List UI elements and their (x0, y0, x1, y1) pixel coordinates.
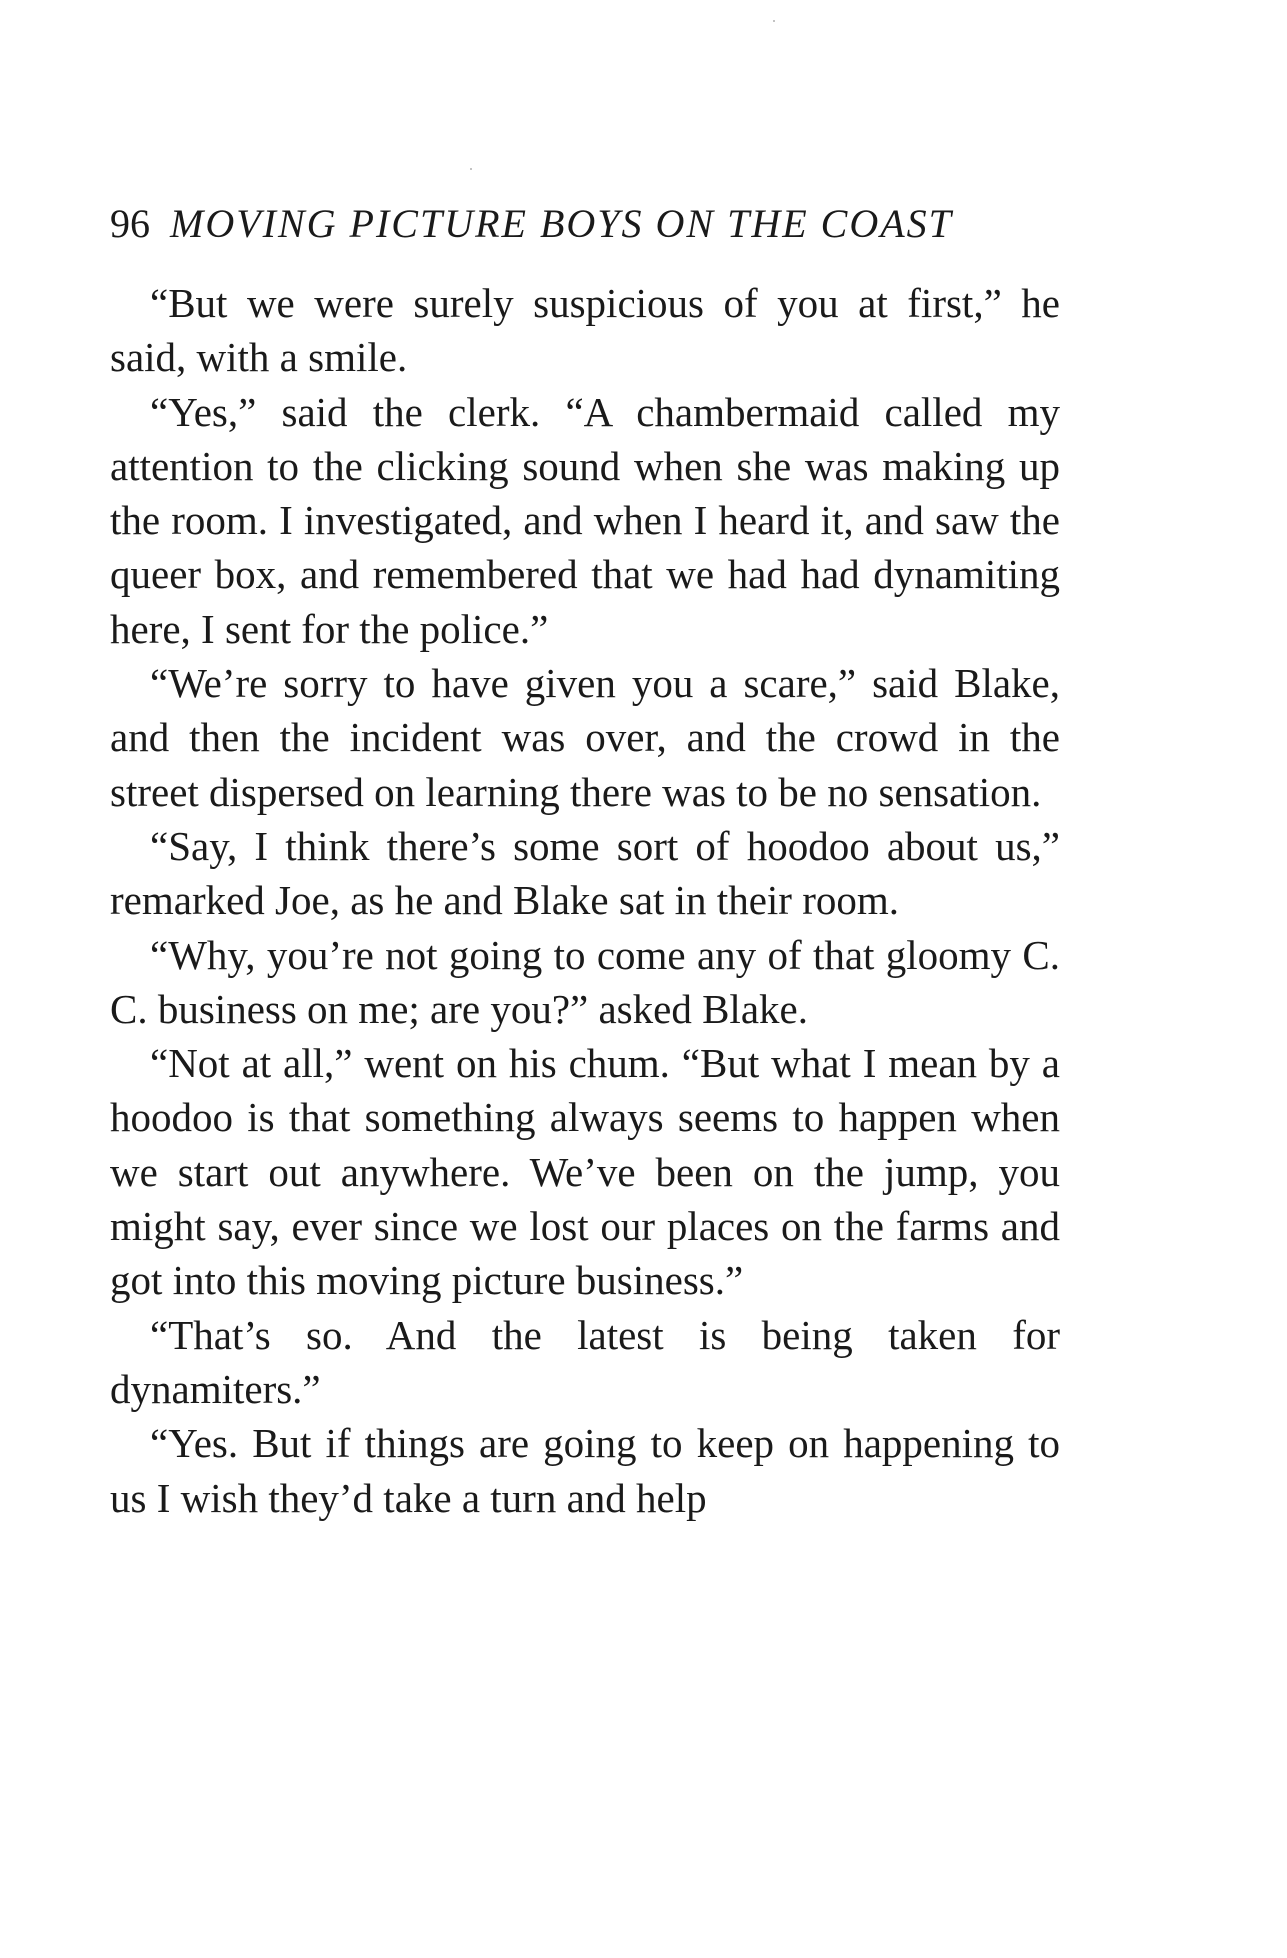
body-text (110, 276, 1060, 1525)
paragraph: “Why, you’re not going to come any of that gloomy C. C. business on me; are you?” asked Blake. (110, 931, 1060, 1032)
page-number: 96 (110, 201, 150, 246)
paragraph: “That’s so. And the latest is being taken for dynamiters.” (110, 1311, 1060, 1412)
paragraph: “Say, I think there’s some sort of hoodoo about us,” remarked Joe, as he and Blake sat in their room. (110, 822, 1060, 924)
book-title: MOVING PICTURE BOYS ON THE COAST (170, 201, 953, 246)
paragraph: “Not at all,” went on his chum. “But what I mean by a hoodoo is that something always seems to happen when we start out anywhere. We’ve been on the jump, you might say, ever since we lost our places on the farms and got into this moving picture business.” (110, 1040, 1060, 1304)
paragraph: “We’re sorry to have given you a scare,” said Blake, and then the incident was over, and the crowd in the street dispersed on learning there was to be no sensation. (110, 660, 1060, 815)
scan-speck (773, 20, 775, 22)
running-head (110, 196, 1070, 252)
paragraph: “Yes. But if things are going to keep on happening to us I wish they’d take a turn and help (110, 1420, 1060, 1521)
scan-speck (470, 168, 472, 170)
paragraph: “Yes,” said the clerk. “A chambermaid called my attention to the clicking sound when she was making up the room. I investigated, and when I heard it, and saw the queer box, and remembered that we had had dynamiting here, I sent for the police.” (110, 388, 1060, 652)
paragraph: “But we were surely suspicious of you at first,” he said, with a smile. (110, 280, 1060, 381)
